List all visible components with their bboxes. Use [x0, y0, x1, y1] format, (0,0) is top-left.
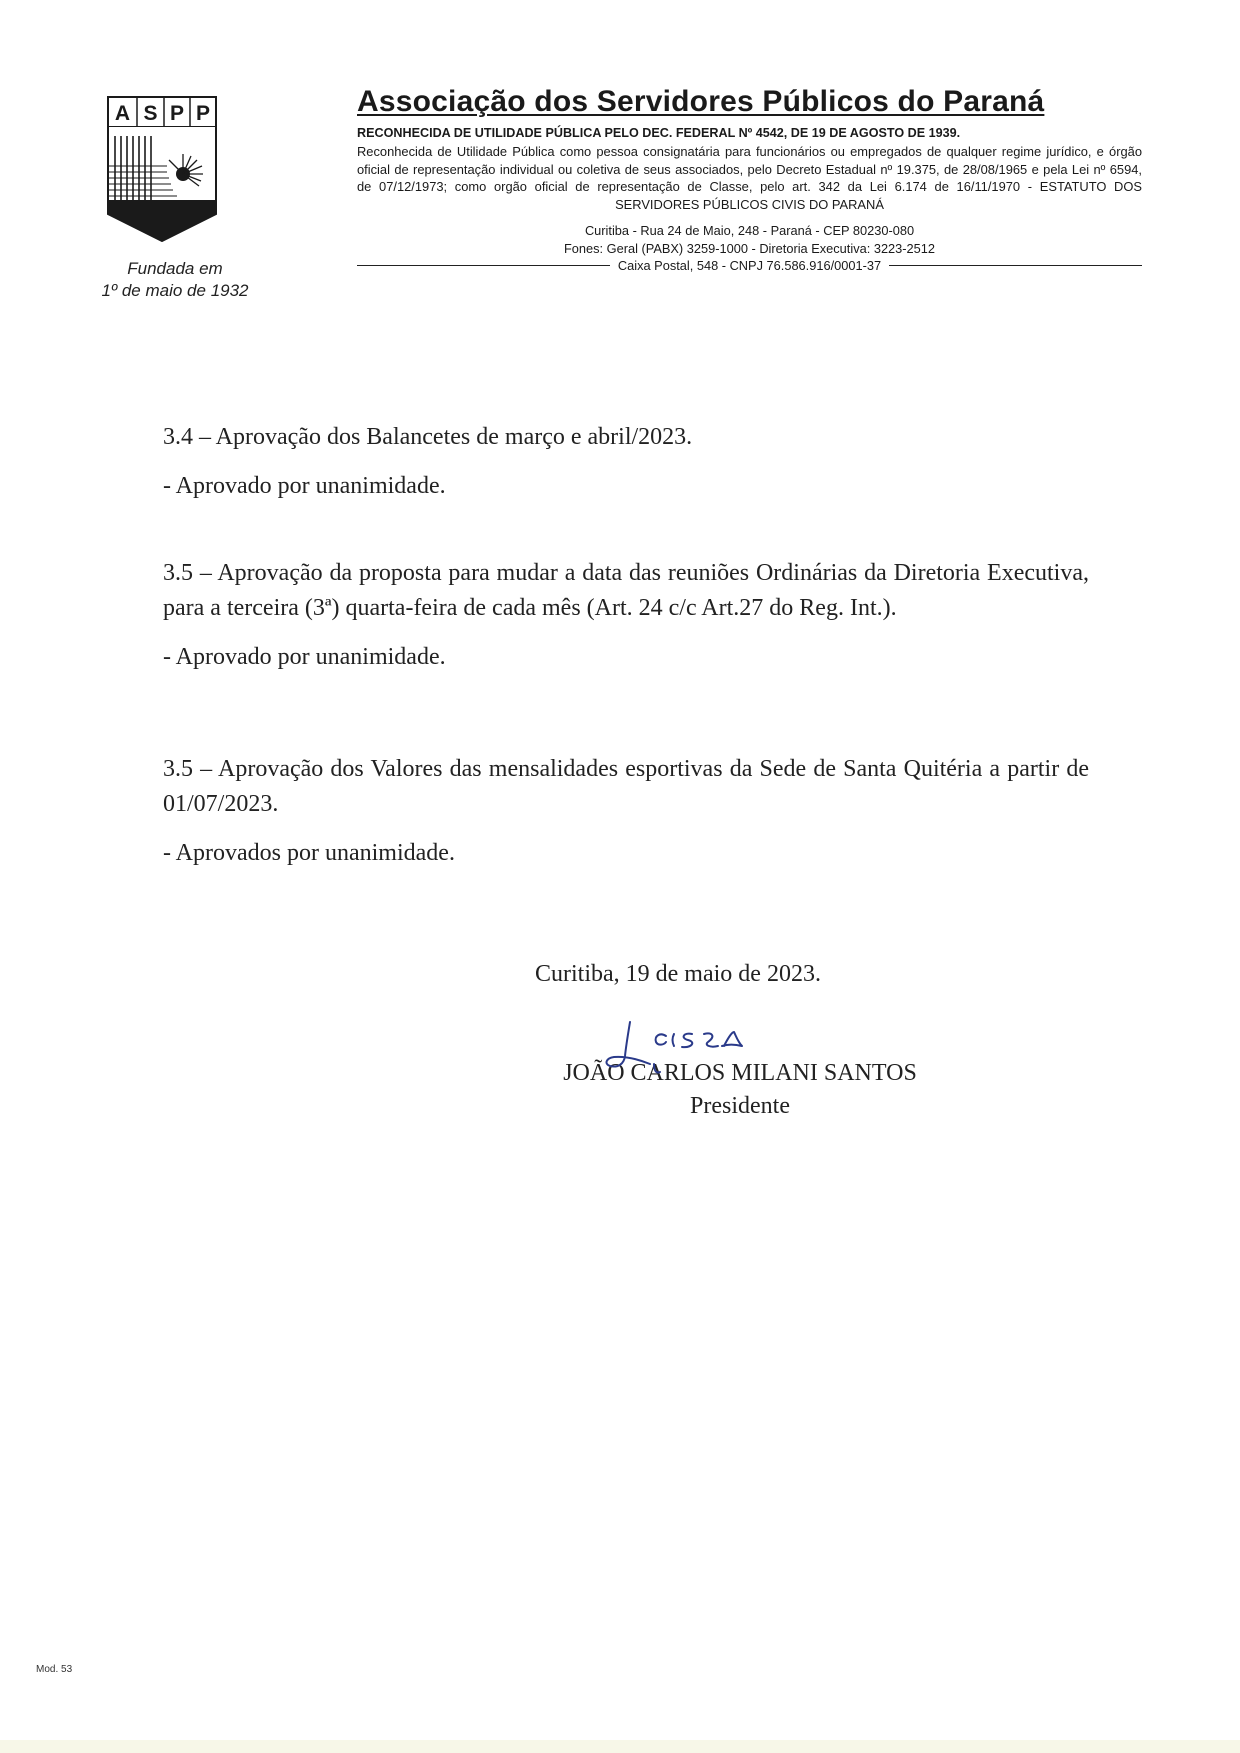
- letterhead: [357, 85, 1142, 275]
- agenda-item-result: - Aprovados por unanimidade.: [163, 840, 455, 866]
- address-line: Curitiba - Rua 24 de Maio, 248 - Paraná - CEP 80230-080: [584, 223, 915, 238]
- agenda-item: [163, 420, 1089, 504]
- postal-line: [357, 257, 1142, 275]
- agenda-item-text: 3.5 – Aprovação da proposta para mudar a data das reuniões Ordinárias da Diretoria Executiva, para a terceira (3ª) quarta-feira de cada mês (Art. 24 c/c Art.27 do Reg. Int.).: [163, 560, 1089, 621]
- scan-edge: [0, 1740, 1240, 1753]
- svg-text:P: P: [169, 102, 185, 125]
- founded-note: [60, 258, 290, 302]
- founded-line-1: Fundada em: [127, 259, 223, 278]
- recognition-description: Reconhecida de Utilidade Pública como pessoa consignatária para funcionários ou empregados de qualquer regime jurídico, e órgão oficial de representação individual ou coletiva de seus associados, pelo Decreto Estadual nº 19.375, de 28/08/1965 e pela Lei nº 6594, de 07/12/1973; como orgão oficial de representação de Classe, pelo art. 342 da Lei 6.174 de 16/11/1970 - ESTATUTO DOS SERVIDORES PÚBLICOS CIVIS DO PARANÁ: [357, 144, 1142, 212]
- svg-text:A: A: [114, 102, 131, 125]
- phones-line: Fones: Geral (PABX) 3259-1000 - Diretoria Executiva: 3223-2512: [563, 240, 936, 256]
- form-code: Mod. 53: [36, 1664, 73, 1675]
- agenda-item-text: 3.5 – Aprovação dos Valores das mensalidades esportivas da Sede de Santa Quitéria a partir de 01/07/2023.: [163, 756, 1089, 817]
- agenda-item-result: - Aprovado por unanimidade.: [163, 473, 446, 499]
- place-date: Curitiba, 19 de maio de 2023.: [535, 961, 821, 987]
- agenda-item: [163, 556, 1089, 675]
- founded-line-2: 1º de maio de 1932: [101, 281, 249, 300]
- svg-text:P: P: [195, 102, 211, 125]
- organization-title: Associação dos Servidores Públicos do Paraná: [357, 85, 1045, 118]
- aspp-emblem-icon: [107, 96, 219, 242]
- svg-text:S: S: [143, 102, 158, 125]
- contact-block: [357, 222, 1142, 275]
- agenda-item-result: - Aprovado por unanimidade.: [163, 644, 446, 670]
- left-rule: [357, 265, 610, 266]
- federal-recognition: RECONHECIDA DE UTILIDADE PÚBLICA PELO DEC. FEDERAL Nº 4542, DE 19 DE AGOSTO DE 1939.: [357, 126, 961, 140]
- signer-name: JOÃO CARLOS MILANI SANTOS: [563, 1060, 917, 1086]
- postal-text: Caixa Postal, 548 - CNPJ 76.586.916/0001-37: [617, 258, 882, 273]
- agenda-item-text: 3.4 – Aprovação dos Balancetes de março e abril/2023.: [163, 424, 693, 450]
- handwritten-signature-icon: [600, 1020, 800, 1090]
- signer-role: Presidente: [690, 1093, 790, 1119]
- agenda-item: [163, 752, 1089, 871]
- right-rule: [889, 265, 1142, 266]
